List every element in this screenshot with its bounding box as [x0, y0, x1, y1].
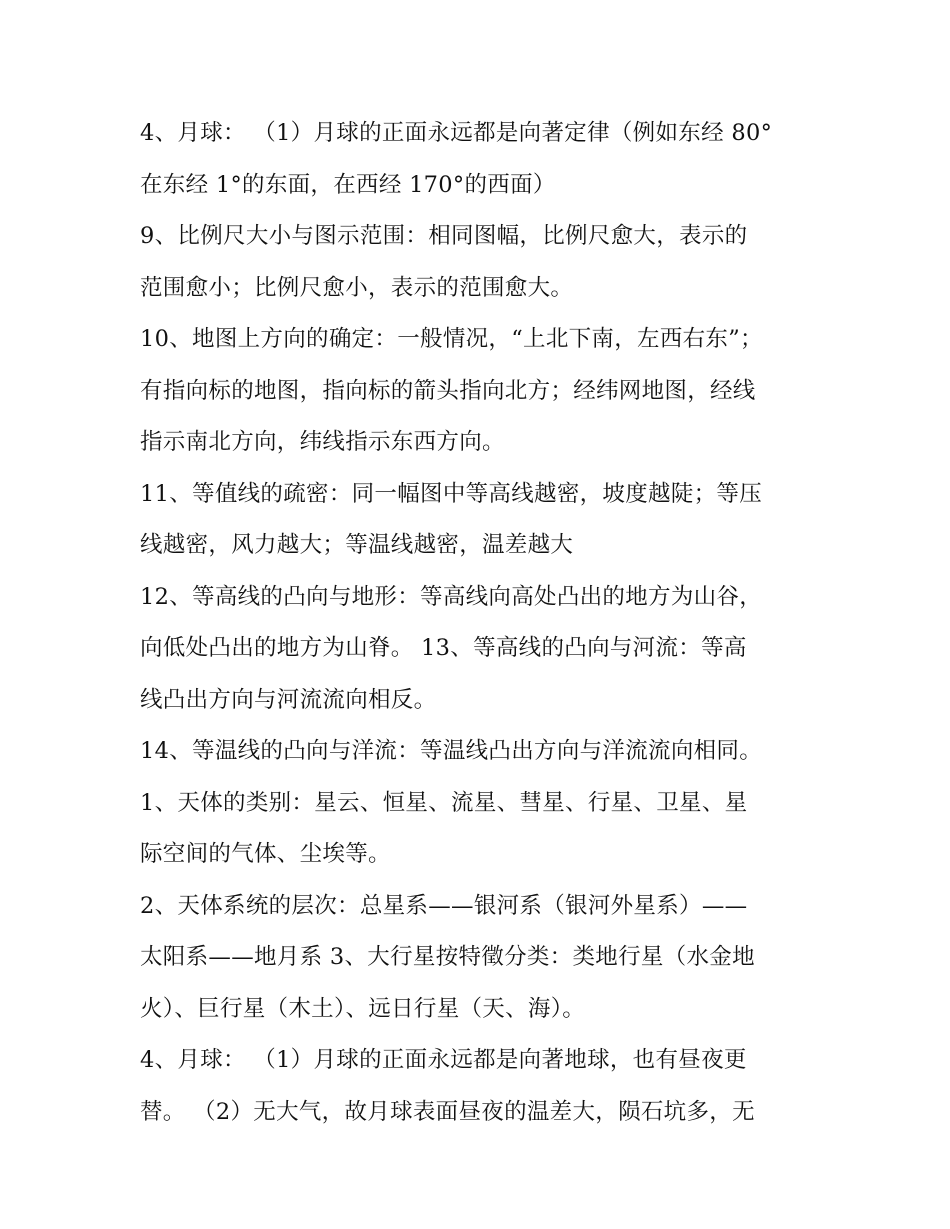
text-line: 在东经 1°的东面，在西经 170°的西面） — [140, 171, 556, 198]
text-line: 线越密，风力越大；等温线越密，温差越大 — [140, 532, 574, 558]
text-line: 4、月球： （1）月球的正面永远都是向著定律（例如东经 80° — [140, 120, 773, 146]
text-line: 2、天体系统的层次：总星系——银河系（银河外星系）—— — [140, 892, 748, 919]
text-line: 4、月球： （1）月球的正面永远都是向著地球，也有昼夜更 — [140, 1047, 747, 1073]
text-line: 太阳系——地月系 3、大行星按特徵分类：类地行星（水金地 — [140, 944, 755, 970]
text-line: 替。 （2）无大气，故月球表面昼夜的温差大，陨石坑多，无 — [140, 1098, 755, 1125]
text-line: 9、比例尺大小与图示范围：相同图幅，比例尺愈大，表示的 — [140, 223, 748, 249]
text-line: 12、等高线的凸向与地形：等高线向高处凸出的地方为山谷， — [140, 583, 763, 610]
text-line: 范围愈小；比例尺愈小，表示的范围愈大。 — [140, 274, 574, 301]
text-line: 1、天体的类别：星云、恒星、流星、彗星、行星、卫星、星 — [140, 789, 748, 816]
text-line: 线凸出方向与河流流向相反。 — [140, 686, 437, 713]
text-line: 火）、巨行星（木土）、远日行星（天、海）。 — [140, 995, 586, 1022]
document-page — [140, 108, 820, 1138]
text-line: 10、地图上方向的确定：一般情况，“上北下南，左西右东”； — [140, 326, 763, 352]
text-line: 有指向标的地图，指向标的箭头指向北方；经纬网地图，经线 — [140, 377, 756, 404]
text-line: 11、等值线的疏密：同一幅图中等高线越密，坡度越陡；等压 — [140, 480, 763, 507]
text-line: 向低处凸出的地方为山脊。 13、等高线的凸向与河流：等高 — [140, 635, 747, 661]
text-line: 际空间的气体、尘埃等。 — [140, 841, 391, 867]
text-line: 14、等温线的凸向与洋流：等温线凸出方向与洋流流向相同。 — [140, 738, 763, 764]
text-line: 指示南北方向，纬线指示东西方向。 — [140, 429, 505, 455]
